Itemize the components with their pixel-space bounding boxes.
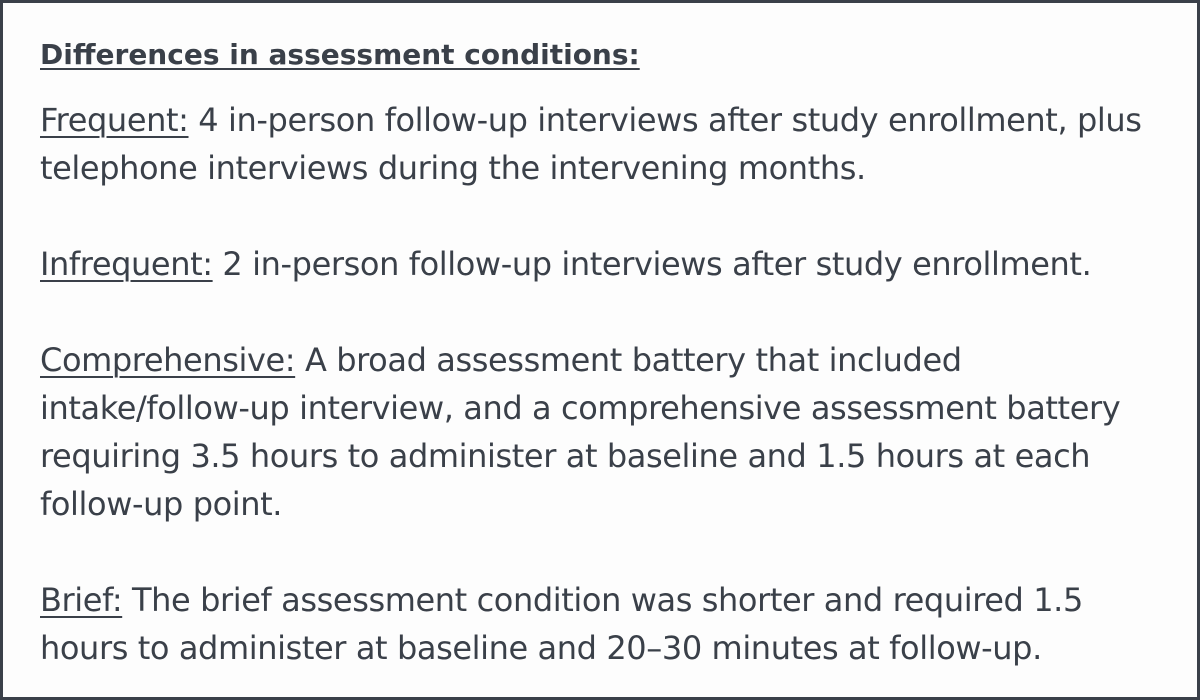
slide-heading: Differences in assessment conditions: (40, 38, 640, 71)
condition-list (40, 96, 1150, 700)
condition-item-frequent (40, 96, 1150, 192)
condition-term: Comprehensive: (40, 341, 296, 379)
condition-item-comprehensive (40, 336, 1150, 528)
condition-description: A broad assessment battery that included intake/follow-up interview, and a comprehensive assessment battery requiring 3.5 hours to administer at baseline and 1.5 hours at each follow-up point. (40, 341, 1121, 523)
condition-term: Infrequent: (40, 245, 213, 283)
condition-term: Brief: (40, 581, 123, 619)
condition-item-infrequent (40, 240, 1150, 288)
condition-term: Frequent: (40, 101, 189, 139)
condition-description: 4 in-person follow-up interviews after study enrollment, plus telephone interviews during the intervening months. (40, 101, 1142, 187)
condition-description: 2 in-person follow-up interviews after study enrollment. (222, 245, 1092, 283)
condition-item-brief (40, 576, 1150, 672)
condition-description: The brief assessment condition was shorter and required 1.5 hours to administer at baseline and 20–30 minutes at follow-up. (40, 581, 1083, 667)
